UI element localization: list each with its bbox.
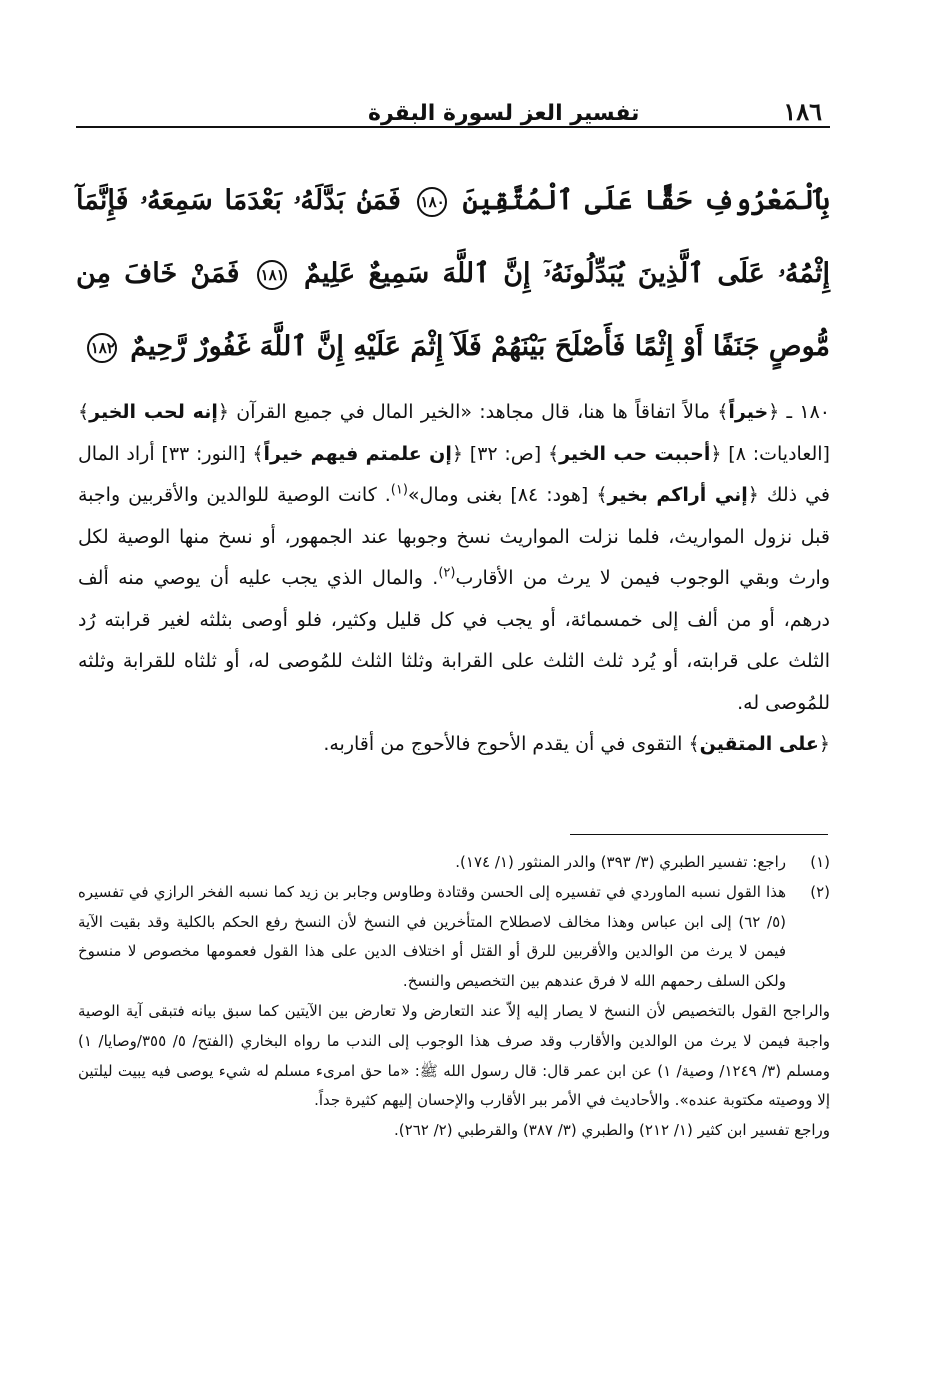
footnote-ref-2[interactable]: (٢) (438, 565, 456, 581)
running-title: تفسير العز لسورة البقرة (368, 101, 640, 126)
footnote-ref-1[interactable]: (١) (390, 482, 408, 498)
ayah-marker-181: ١٨١ (257, 260, 287, 290)
footnote-2 (78, 878, 830, 997)
commentary-segment: . والمال الذي يجب عليه أن يوصي منه ألف درهم، أو من ألف إلى خمسمائة، أو يجب في كل قليل وكثير، فلو أوصى بثلثه لغير قرابته رُد الثلث على قرابته، أو يُرد ثلث الثلث على القرابة وثلثا الثلث للمُوصى له، أو ثلثاه للقرابة وثلثه للمُوصى له. (78, 567, 830, 714)
commentary-segment: . كانت الوصية للوالدين والأقربين واجبة قبل نزول المواريث، فلما نزلت المواريث نسخ وجوبها عند الجمهور، أو نسخ منها الوصية لكل وارث وبقي الوجوب فيمن لا يرث من الأقارب (78, 484, 830, 589)
quoted-verse: أحببت حب الخير (559, 442, 711, 465)
commentary-segment: ﴾ [هود: ٨٤] بغنى ومال» (407, 484, 608, 506)
footnote-number: (١) (810, 853, 830, 871)
page-header (78, 86, 830, 126)
quoted-term: خيراً (728, 401, 769, 423)
footnote-number: (٢) (810, 882, 830, 901)
quoted-verse: إنه لحب الخير (89, 401, 218, 423)
commentary-segment: ﴾ [ص: ٣٢] ﴿ (451, 442, 560, 465)
quoted-term: على المتقين (699, 733, 819, 755)
commentary-text (78, 392, 830, 766)
footnote-text: هذا القول نسبه الماوردي في تفسيره إلى الحسن وقتادة وطاوس وجابر بن زيد كما نسبه الفخر الرازي في تفسيره (٥/ ٦٢) إلى ابن عباس وهذا مخالف لاصطلاح المتأخرين في النسخ لأن النسخ رفع الحكم بالكلية وقد بقيت الآية فيمن لا يرث من الوالدين والأقربين للرق أو القتل أو اختلاف الدين على هذا القول فعمومها مخصوص لا منسوخ ولكن السلف رحمهم الله لا فرق عندهم بين التخصيص والنسخ. (78, 882, 786, 991)
commentary-segment: ﴿ (818, 733, 830, 755)
quoted-verse: إني أراكم بخير (607, 484, 748, 506)
commentary-segment: ﴾ التقوى في أن يقدم الأحوج فالأحوج من أقاربه. (323, 733, 700, 755)
footnotes (78, 848, 830, 1146)
commentary-segment: ﴾ مالاً اتفاقاً ها هنا، قال مجاهد: «الخير المال في جميع القرآن ﴿ (217, 401, 729, 423)
verse-180-end: بِٱلْمَعْرُوفِ حَقًّا عَلَى ٱلْمُتَّقِينَ (462, 185, 831, 216)
verse-181: فَمَنۢ بَدَّلَهُۥ بَعْدَمَا سَمِعَهُۥ فَإِنَّمَآ إِثْمُهُۥ عَلَى ٱلَّذِينَ يُبَدِّلُونَهُۥٓ إِنَّ ٱللَّهَ سَمِيعٌ عَلِيمٌ (76, 185, 830, 289)
quoted-verse: إن علمتم فيهم خيراً (263, 442, 452, 465)
footnote-1 (78, 848, 830, 878)
header-rule (76, 126, 830, 128)
commentary-segment: ﴾ [النور: ٣٣] أراد المال في ذلك ﴿ (78, 442, 830, 506)
verse-182: فَمَنْ خَافَ مِن مُّوصٍ جَنَفًا أَوْ إِثْمًا فَأَصْلَحَ بَيْنَهُمْ فَلَآ إِثْمَ عَلَيْهِ إِنَّ ٱللَّهَ غَفُورٌ رَّحِيمٌ (76, 258, 830, 362)
commentary-segment: ١٨٠ ـ ﴿ (768, 401, 831, 423)
footnote-rule (570, 834, 828, 835)
quran-verses (76, 164, 830, 383)
ayah-marker-182: ١٨٢ (87, 333, 117, 363)
footnote-text: راجع: تفسير الطبري (٣/ ٣٩٣) والدر المنثور (١/ ١٧٤). (455, 853, 786, 871)
page-number: ١٨٦ (783, 97, 822, 126)
footnote-2-paragraph: وراجع تفسير ابن كثير (١/ ٢١٢) والطبري (٣/ ٣٨٧) والقرطبي (٢/ ٢٦٢). (394, 1121, 830, 1140)
ayah-marker-180: ١٨٠ (417, 187, 447, 217)
commentary-segment: ﴾ [العاديات: ٨] ﴿ (78, 401, 830, 465)
footnote-2-paragraph: والراجح القول بالتخصيص لأن النسخ لا يصار إليه إلاّ عند التعارض ولا تعارض بين الآيتين كما سبق بيانه فتبقى آية الوصية واجبة فيمن لا يرث من الوالدين والأقارب وقد صرف هذا الوجوب إلى الندب ما رواه البخاري (الفتح/ ٥/ ٣٥٥/وصايا/ ١) ومسلم (٣/ ١٢٤٩/ وصية/ ١) عن ابن عمر قال: قال رسول الله ﷺ: «ما حق امرىء مسلم له شيء يوصى فيه يبيت ليلتين إلا ووصيته مكتوبة عنده». والأحاديث في الأمر ببر الأقارب والإحسان إليهم كثيرة جداً. (78, 1001, 830, 1110)
